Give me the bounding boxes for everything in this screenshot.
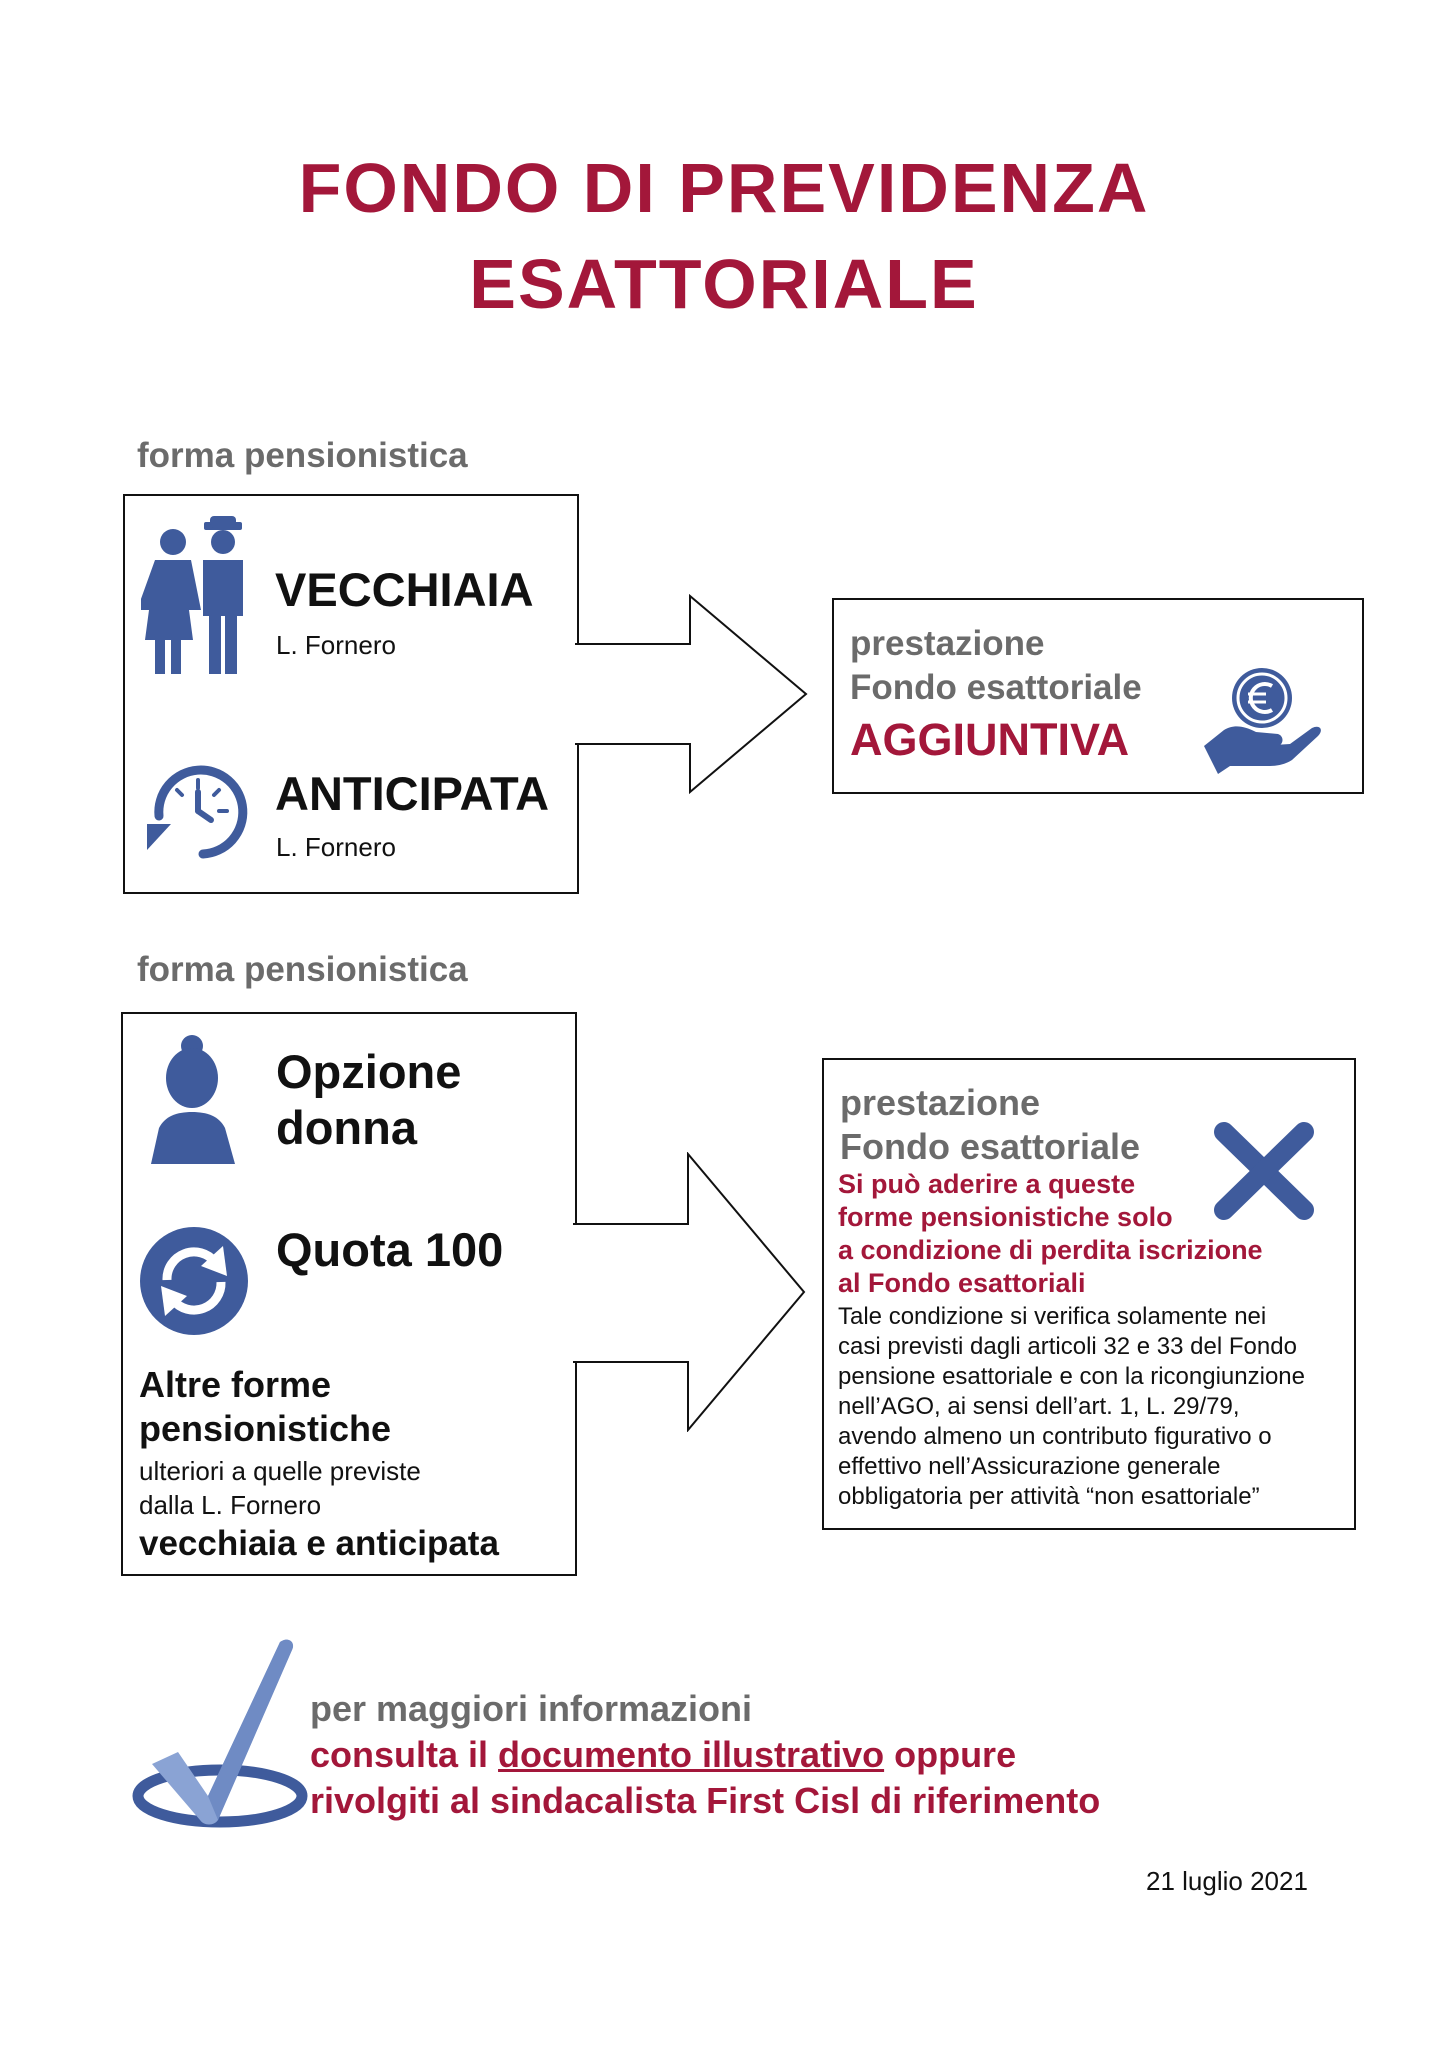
footer-line2-pre: consulta il bbox=[310, 1734, 499, 1775]
altre-line3: ulteriori a quelle previste bbox=[139, 1456, 421, 1486]
section2-label: forma pensionistica bbox=[137, 950, 468, 989]
anticipata-subtitle: L. Fornero bbox=[276, 832, 396, 862]
sync-circle-icon bbox=[137, 1224, 251, 1338]
result2-line1: prestazione bbox=[840, 1082, 1041, 1123]
result-box-1 bbox=[832, 598, 1364, 794]
result2-red-line: a condizione di perdita iscrizione bbox=[838, 1235, 1263, 1265]
result1-line1: prestazione bbox=[850, 624, 1045, 663]
result1-line3: AGGIUNTIVA bbox=[850, 714, 1130, 765]
result2-body-line: casi previsti dagli articoli 32 e 33 del Fondo bbox=[838, 1333, 1297, 1360]
elderly-couple-icon bbox=[141, 516, 251, 676]
anticipata-title: ANTICIPATA bbox=[275, 767, 550, 820]
clock-refresh-icon bbox=[141, 754, 255, 868]
arrow-2-icon bbox=[572, 1152, 806, 1432]
documento-illustrativo-link[interactable]: documento illustrativo bbox=[498, 1734, 885, 1775]
footer-date: 21 luglio 2021 bbox=[1146, 1866, 1308, 1896]
hand-euro-icon bbox=[1200, 664, 1324, 774]
result2-body-line: effettivo nell’Assicurazione generale bbox=[838, 1453, 1221, 1480]
vecchiaia-title: VECCHIAIA bbox=[275, 563, 534, 616]
result2-body-line: pensione esattoriale e con la ricongiunzione bbox=[838, 1363, 1305, 1390]
result2-body-line: avendo almeno un contributo figurativo o bbox=[838, 1423, 1272, 1450]
result2-body-line: obbligatoria per attività “non esattoriale” bbox=[838, 1483, 1260, 1510]
arrow-1-icon bbox=[574, 594, 808, 794]
footer-line2 bbox=[310, 1734, 1016, 1776]
result2-conditions bbox=[838, 1168, 1263, 1300]
altre-line1: Altre forme bbox=[139, 1364, 332, 1405]
page-title-line1: FONDO DI PREVIDENZA bbox=[298, 149, 1150, 227]
section1-box bbox=[123, 494, 579, 894]
quota-100-title: Quota 100 bbox=[276, 1223, 504, 1276]
opzione-line2: donna bbox=[276, 1101, 417, 1154]
vecchiaia-subtitle: L. Fornero bbox=[276, 630, 396, 660]
altre-line5: vecchiaia e anticipata bbox=[139, 1524, 499, 1563]
result2-line2: Fondo esattoriale bbox=[840, 1126, 1141, 1167]
altre-line4: dalla L. Fornero bbox=[139, 1490, 322, 1520]
checkmark-icon bbox=[130, 1636, 310, 1836]
result2-body-line: nell’AGO, ai sensi dell’art. 1, L. 29/79, bbox=[838, 1393, 1240, 1420]
footer-info: per maggiori informazioni bbox=[310, 1688, 753, 1729]
footer-line2-post: oppure bbox=[884, 1734, 1017, 1775]
result2-red-line: forme pensionistiche solo bbox=[838, 1202, 1173, 1232]
woman-icon bbox=[139, 1034, 245, 1164]
result1-line2: Fondo esattoriale bbox=[850, 668, 1142, 707]
section1-label: forma pensionistica bbox=[137, 436, 468, 475]
footer-line3: rivolgiti al sindacalista First Cisl di riferimento bbox=[310, 1780, 1101, 1821]
result2-red-line: Si può aderire a queste bbox=[838, 1169, 1136, 1199]
result2-body bbox=[838, 1302, 1305, 1512]
page-title-line2: ESATTORIALE bbox=[469, 245, 979, 323]
result2-red-line: al Fondo esattoriali bbox=[838, 1268, 1086, 1298]
altre-line2: pensionistiche bbox=[139, 1408, 392, 1449]
result2-body-line: Tale condizione si verifica solamente nei bbox=[838, 1303, 1267, 1330]
opzione-line1: Opzione bbox=[276, 1045, 462, 1098]
result-box-2 bbox=[822, 1058, 1356, 1530]
section2-box bbox=[121, 1012, 577, 1576]
